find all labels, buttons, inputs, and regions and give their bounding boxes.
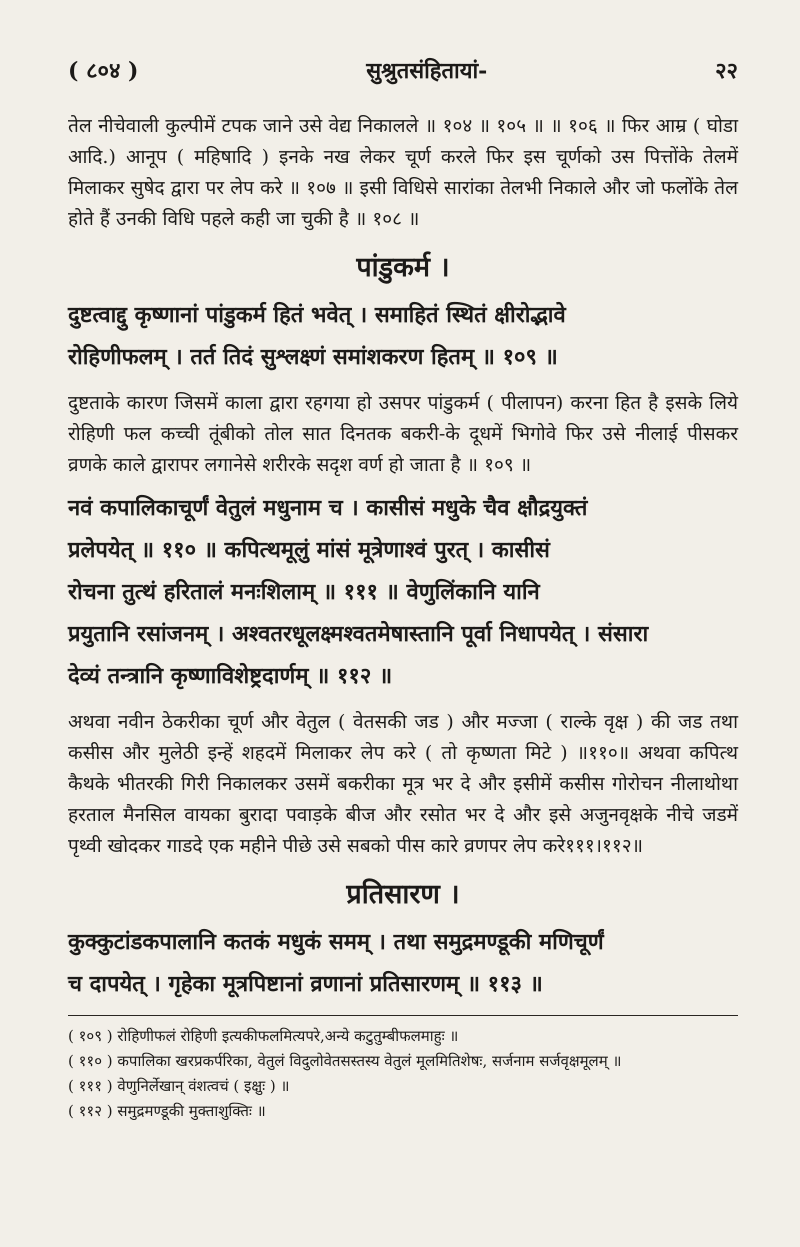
page-header: [68, 55, 738, 85]
sanskrit-verse-3: [68, 921, 738, 1005]
footnote: ( १११ ) वेणुनिर्लेखान् वंशत्वचं ( इक्षुः ) ॥: [68, 1077, 290, 1095]
commentary-paragraph: अथवा नवीन ठेकरीका चूर्ण और वेतुल ( वेतसकी जड ) और मज्जा ( राल्के वृक्ष ) की जड तथा कसीस और मुलेठी इन्हें शहदमें मिलाकर लेप करे ( तो कृष्णता मिटे ) ॥११०॥ अथवा कपित्थ कैथके भीतरकी गिरी निकालकर उसमें बकरीका मूत्र भर दे और इसीमें कसीस गोरोचन नीलाथोथा हरताल मैनसिल वायका बुरादा पवाड़के बीज और रसोत भर दे और इसे अजुनवृक्षके नीचे जडमें पृथ्वी खोदकर गाडदे एक महीने पीछे उसे सबको पीस कारे व्रणपर लेप करे१११।११२॥: [68, 711, 738, 857]
commentary-paragraph: दुष्टताके कारण जिसमें काला द्वारा रहगया हो उसपर पांडुकर्म ( पीलापन) करना हित है इसके लिये रोहिणी फल कच्ची तूंबीको तोल सात दिनतक बकरी-के दूधमें भिगोवे फिर उसे नीलाई पीसकर व्रणके काले द्वारापर लगानेसे शरीरके सदृश वर्ण हो जाता है ॥ १०९ ॥: [68, 392, 738, 476]
page-number: ( ८०४ ): [68, 58, 139, 84]
footnote-divider: [68, 1015, 738, 1016]
footnotes: [68, 1024, 738, 1124]
section-heading-pandukarma: पांडुकर्म ।: [356, 252, 450, 283]
verse-line: रोचना तुत्थं हरितालं मनःशिलाम् ॥ १११ ॥ वेणुलिंकानि यानि: [68, 579, 540, 605]
section-number: २२: [715, 58, 738, 84]
sanskrit-verse-1: [68, 294, 738, 378]
footnote: ( ११२ ) समुद्रमण्डूकी मुक्ताशुक्तिः ॥: [68, 1102, 266, 1120]
running-title: सुश्रुतसंहितायां-: [366, 58, 488, 84]
verse-line: रोहिणीफलम् । तर्त तिदं सुश्लक्ष्णं समांशकरण हितम् ॥ १०९ ॥: [68, 344, 558, 370]
verse-line: च दापयेत् । गृहेका मूत्रपिष्टानां व्रणानां प्रतिसारणम् ॥ ११३ ॥: [68, 971, 543, 997]
footnote: ( ११० ) कपालिका खरप्रकर्परिका, वेतुलं विदुलोवेतसस्तस्य वेतुलं मूलमितिशेषः, सर्जनाम सर्जवृक्षमूलम् ॥: [68, 1052, 622, 1070]
intro-paragraph: तेल नीचेवाली कुल्पीमें टपक जाने उसे वेद्य निकालले ॥ १०४ ॥ १०५ ॥ ॥ १०६ ॥ फिर आम्र ( घोडा आदि.) आनूप ( महिषादि ) इनके नख लेकर चूर्ण करले फिर इस चूर्णको उस पित्तोंके तेलमें मिलाकर सुषेद द्वारा पर लेप करे ॥ १०७ ॥ इसी विधिसे सारांका तेलभी निकाले और जो फलोंके तेल होते हैं उनकी विधि पहले कही जा चुकी है ॥ १०८ ॥: [68, 115, 738, 230]
verse-line: देव्यं तन्त्रानि कृष्णाविशेष्ट्रदार्णम् ॥ ११२ ॥: [68, 663, 393, 689]
verse-line: कुक्कुटांडकपालानि कतकं मधुकं समम् । तथा समुद्रमण्डूकी मणिचूर्णं: [68, 929, 604, 955]
verse-line: प्रलेपयेत् ॥ ११० ॥ कपित्थमूलुं मांसं मूत्रेणाश्वं पुरत् । कासीसं: [68, 537, 550, 563]
section-heading-pratisarana: प्रतिसारण ।: [346, 879, 460, 910]
verse-line: प्रयुतानि रसांजनम् । अश्वतरधूलक्ष्मश्वतमेषास्तानि पूर्वा निधापयेत् । संसारा: [68, 621, 649, 647]
verse-line: नवं कपालिकाचूर्णं वेतुलं मधुनाम च । कासीसं मधुके चैव क्षौद्रयुक्तं: [68, 495, 588, 521]
sanskrit-verse-2: [68, 487, 738, 697]
footnote: ( १०९ ) रोहिणीफलं रोहिणी इत्यकीफलमित्यपरे,अन्ये कटुतुम्बीफलमाहुः ॥: [68, 1027, 459, 1045]
verse-line: दुष्टत्वाद्दु कृष्णानां पांडुकर्म हितं भवेत् । समाहितं स्थितं क्षीरोद्भावे: [68, 302, 566, 328]
